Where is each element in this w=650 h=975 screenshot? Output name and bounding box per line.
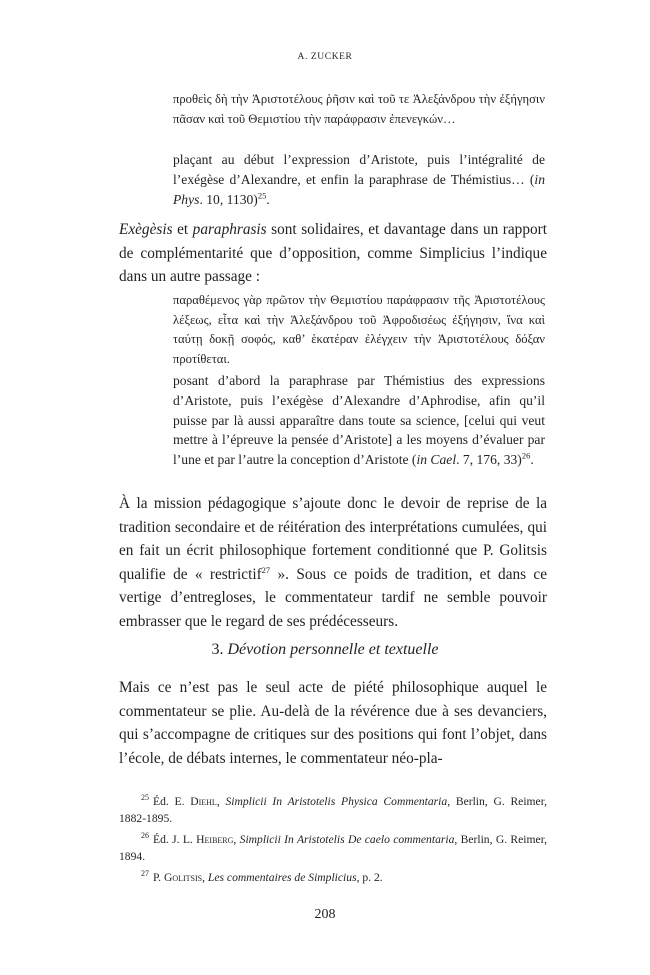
reference-2-rest: . 7, 176, 33) [456,452,522,468]
page-number: 208 [314,907,336,922]
footnote-title: Simplicii In Aristotelis Physica Commentaria [225,794,448,808]
body-paragraph-3 [119,676,547,770]
footnote-author: Diehl [190,794,217,808]
body-paragraph-2 [119,492,547,634]
body-paragraph-3-text: Mais ce n’est pas le seul acte de piété philosophique auquel le commentateur se plie. Au-delà de la révérence due à ses devanciers, qui s’accompagne de critiques sur des positions qui font l’objet, dans l’école, de débats internes, le commentateur néo-pla- [119,679,547,767]
running-head: A. ZUCKER [297,52,353,62]
greek-quote-1-text: προθεὶς δὴ τὴν Ἀριστοτέλους ῥῆσιν καὶ τοῦ τε Ἀλεξάνδρου τὴν ἐξήγησιν πᾶσαν καὶ τοῦ Θεμιστίου τὴν παράφρασιν ἐπενεγκών… [173,92,545,126]
footnote-number: 26 [141,830,149,840]
term-paraphrasis: paraphrasis [192,221,267,238]
body-paragraph-1 [119,218,547,289]
section-heading [0,641,650,659]
footnote-sep: , [202,870,208,884]
footnote-prefix: Éd. J. L. [153,832,197,846]
footnote-rest: , Berlin, G. Reimer, 1882-1895. [119,794,548,825]
footnote-25 [119,789,547,827]
french-translation-1 [173,150,545,209]
para1-rest: sont solidaires, et davantage dans un rapport de complémentarité que d’opposition, comme Simplicius l’indique dans un autre passage : [119,221,547,286]
reference-1-rest: . 10, 1130) [199,191,258,207]
footnote-rest: , Berlin, G. Reimer, 1894. [119,832,547,863]
greek-quote-2 [173,291,545,369]
footnote-prefix: P. [153,870,164,884]
footnote-ref-26[interactable]: 26 [521,450,531,461]
quote-2-end: . [530,452,534,468]
translation-2-body: posant d’abord la paraphrase par Thémistius des expressions d’Aristote, puis l’exégèse d’Alexandre d’Aphrodise, afin qu’il puisse par là aussi apparaître dans toute sa science, [celui qui veut mettre à l’épreuve la pensée d’Aristote] a les moyens d’évaluer par l’une et par l’autre la conception d’Aristote ( [173,373,545,468]
footnote-26 [119,827,547,865]
footnote-number: 25 [141,793,149,802]
reference-2-italic: in Cael [416,452,457,468]
footnote-author: Golitsis [163,870,203,884]
para2-part-b: ». Sous ce poids de tradition, et dans ce vertige d’entregloses, le commentateur tardif ne semble pouvoir embrasser que le regard de ses prédécesseurs. [119,565,548,630]
reference-1-italic: in Phys [173,171,545,207]
greek-quote-2-text: παραθέμενος γὰρ πρῶτον τὴν Θεμιστίου παράφρασιν τῆς Ἀριστοτέλους λέξεως, εἶτα καὶ τὴν Ἀλεξάνδρου τοῦ Ἀφροδισέως ἐξήγησιν, ἵνα καὶ ταύτῃ δοκῇ σοφός, καθ’ ἑκατέραν ἐλέγχειν τὴν Ἀριστοτέλους δόξαν προτίθεται. [173,293,545,366]
body-paragraph-2-text [119,492,547,634]
french-translation-2-text [173,371,545,470]
section-number: 3. [211,641,228,658]
footnote-title: Simplicii In Aristotelis De caelo commentaria [239,832,455,846]
footnote-title: Les commentaires de Simplicius [207,870,357,884]
footnotes [119,789,547,886]
footnote-ref-27[interactable]: 27 [261,564,271,575]
footnote-prefix: Éd. E. [153,794,191,808]
footnote-sep: , [216,794,226,808]
para1-connector: et [172,221,193,238]
french-translation-1-text [173,150,545,209]
footnote-number: 27 [141,868,149,878]
greek-quote-1 [173,90,545,129]
translation-1-body: plaçant au début l’expression d’Aristote, puis l’intégralité de l’exégèse d’Alexandre, et enfin la paraphrase de Thémistius… ( [173,152,545,187]
term-exegesis: Exègèsis [119,221,173,238]
footnote-27 [119,865,547,886]
section-title: Dévotion personnelle et textuelle [227,641,439,658]
french-translation-2 [173,371,545,470]
footnote-sep: , [233,832,240,846]
para2-part-a: À la mission pédagogique s’ajoute donc le devoir de reprise de la tradition secondaire et de réitération des interprétations cumulées, qui en fait un écrit philosophique fortement conditionné que P. Golitsis qualifie de « restrictif [119,495,547,583]
quote-1-end: . [266,191,270,207]
body-paragraph-1-text [119,218,547,289]
footnote-rest: , p. 2. [356,870,383,884]
footnote-author: Heiberg [196,832,234,846]
footnote-ref-25[interactable]: 25 [257,190,267,201]
